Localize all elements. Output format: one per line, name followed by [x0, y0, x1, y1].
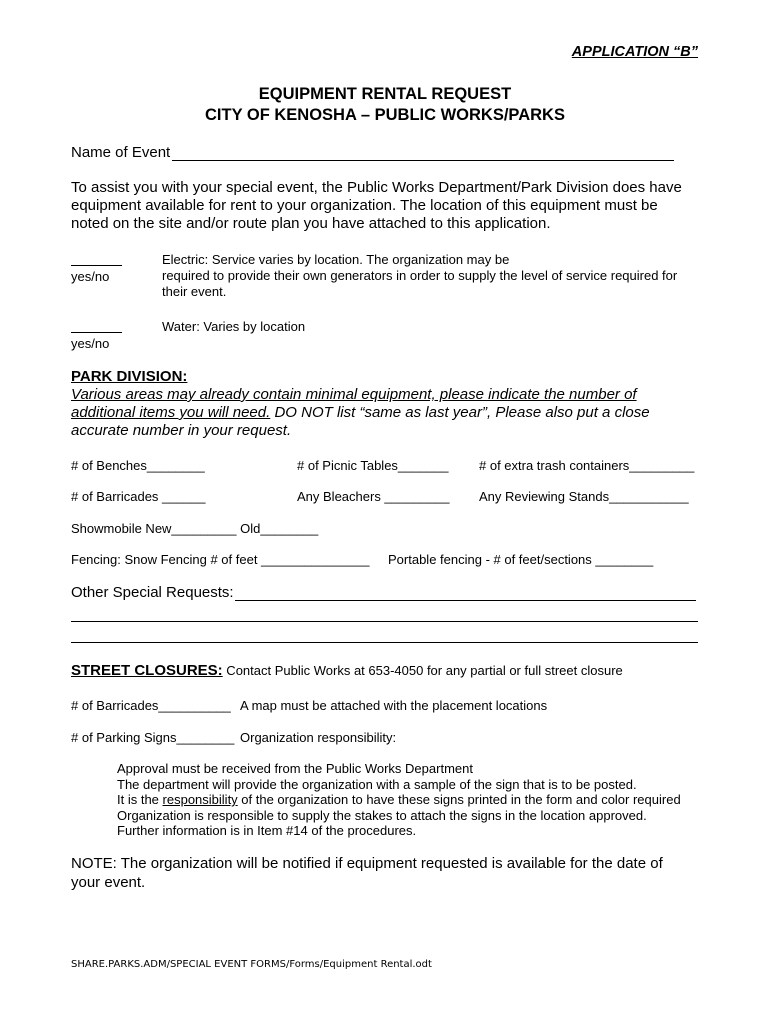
other-requests-line-3[interactable]: [71, 642, 698, 643]
other-requests-line-1[interactable]: [235, 600, 696, 601]
intro-line-1: To assist you with your special event, the Public Works Department/Park Division does have: [71, 179, 682, 196]
name-of-event-label: Name of Event: [71, 144, 171, 161]
reviewing-stands-field[interactable]: Any Reviewing Stands___________: [479, 489, 689, 504]
street-closures-heading: STREET CLOSURES:: [71, 662, 223, 679]
portable-fencing-field[interactable]: Portable fencing - # of feet/sections ________: [388, 552, 654, 567]
picnic-tables-field[interactable]: # of Picnic Tables_______: [297, 458, 449, 473]
park-division-line-1: Various areas may already contain minimal equipment, please indicate the number of: [71, 386, 637, 403]
electric-line-2: required to provide their own generators in order to supply the level of service required for: [162, 268, 678, 283]
title-line-2: CITY OF KENOSHA – PUBLIC WORKS/PARKS: [205, 106, 565, 124]
park-division-line-3: accurate number in your request.: [71, 422, 292, 439]
note-line-3-pre: It is the: [117, 792, 163, 807]
note-line-1: Approval must be received from the Public Works Department: [117, 761, 473, 776]
intro-line-2: equipment available for rent to your organization. The location of this equipment must be: [71, 197, 658, 214]
electric-yesno: yes/no: [71, 269, 110, 284]
street-barricades-note: A map must be attached with the placement locations: [240, 698, 548, 713]
showmobile-field[interactable]: Showmobile New_________ Old________: [71, 521, 319, 536]
snow-fencing-field[interactable]: Fencing: Snow Fencing # of feet _______________: [71, 552, 370, 567]
street-closures-text: Contact Public Works at 653-4050 for any partial or full street closure: [222, 663, 623, 678]
street-closures-row: [71, 662, 623, 680]
park-barricades-field[interactable]: # of Barricades ______: [71, 489, 206, 504]
bleachers-field[interactable]: Any Bleachers _________: [297, 489, 450, 504]
park-division-line-2: [71, 404, 650, 421]
note-line-3-underlined: responsibility: [162, 792, 238, 807]
note-line-5: Further information is in Item #14 of the procedures.: [117, 823, 417, 838]
note-line-4: Organization is responsible to supply the stakes to attach the signs in the location approved.: [117, 808, 647, 823]
note-line-3: [117, 792, 681, 807]
parking-signs-note: Organization responsibility:: [240, 730, 397, 745]
park-division-line-2-underlined: additional items you will need.: [71, 404, 271, 421]
street-barricades-field[interactable]: # of Barricades__________: [71, 698, 231, 713]
parking-signs-field[interactable]: # of Parking Signs________: [71, 730, 235, 745]
electric-line-1: Electric: Service varies by location. The organization may be: [162, 252, 510, 267]
final-note-line-1: NOTE: The organization will be notified if equipment requested is available for the date of: [71, 855, 663, 872]
benches-field[interactable]: # of Benches________: [71, 458, 205, 473]
water-text: Water: Varies by location: [162, 319, 306, 334]
note-line-2: The department will provide the organization with a sample of the sign that is to be posted.: [117, 777, 637, 792]
electric-answer-field[interactable]: [71, 265, 122, 266]
park-division-line-2-rest: DO NOT list “same as last year”, Please also put a close: [270, 404, 650, 421]
application-label: APPLICATION “B”: [571, 44, 698, 60]
intro-line-3: noted on the site and/or route plan you have attached to this application.: [71, 215, 551, 232]
other-requests-line-2[interactable]: [71, 621, 698, 622]
water-yesno: yes/no: [71, 336, 110, 351]
trash-containers-field[interactable]: # of extra trash containers_________: [479, 458, 695, 473]
other-requests-label: Other Special Requests:: [71, 584, 234, 601]
title-line-1: EQUIPMENT RENTAL REQUEST: [258, 85, 512, 103]
final-note-line-2: your event.: [71, 874, 146, 891]
water-answer-field[interactable]: [71, 332, 122, 333]
footer-file-path: SHARE.PARKS.ADM/SPECIAL EVENT FORMS/Forms/Equipment Rental.odt: [71, 959, 432, 970]
note-line-3-post: of the organization to have these signs printed in the form and color required: [237, 792, 681, 807]
park-division-heading: PARK DIVISION:: [71, 368, 188, 385]
electric-line-3: their event.: [162, 284, 227, 299]
name-of-event-field[interactable]: [172, 160, 674, 161]
